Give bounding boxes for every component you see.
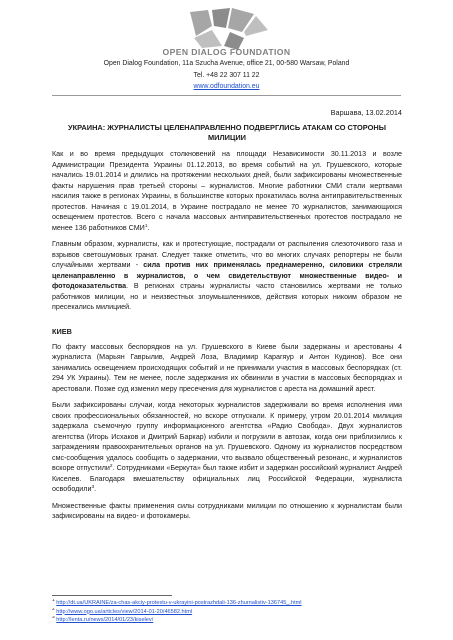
paragraph-4-text: Были зафиксированы случаи, когда некоторых журналистов задерживали во время исполнения ими своих профессиональных обязанностей, но вскоре отпускали. К примеру, утром 20.01.2014 милиция задержала съемочную группу информационного агентства «Радио Свобода». Двух журналистов агентства (Игорь Исхаков и Дмитрий Баркар) избили и погрузили в автозак, когда они приблизились к заграждениям правоохранительных органов на ул. Грушевского. Одному из журналистов посредством смс-сообщения удалось сообщить о задержании, что вызвало общественный резонанс, и журналистов вскоре отпустили xyxy=(52,401,402,472)
footnote-link[interactable]: http://lenta.ru/news/2014/01/23/kiselev/ xyxy=(56,617,154,624)
title-line-2: МИЛИЦИИ xyxy=(208,133,246,142)
paragraph-2 xyxy=(52,239,402,313)
footnote-link[interactable]: http://www.ogo.ua/articles/view/2014-01-20/46582.html xyxy=(56,608,193,615)
title-line-1: УКРАИНА: ЖУРНАЛИСТЫ ЦЕЛЕНАПРАВЛЕННО ПОДВЕРГЛИСЬ АТАКАМ СО СТОРОНЫ xyxy=(68,123,386,132)
document-title xyxy=(52,123,402,143)
paragraph-3: По факту массовых беспорядков на ул. Грушевского в Киеве были задержаны и арестованы 4 журналиста (Марьян Гаврылив, Андрей Лоза, Владимир Карагяур и Антон Кудинов). Все они занимались освещением происходящих событий и не принимали участия в массовых беспорядках (ст. 294 УК Украины). Тем не менее, после задержания их обвинили в участии в массовых беспорядках и арестовали. Позже суд изменил меру пресечения для журналистов с ареста на домашний арест. xyxy=(52,342,402,393)
website-link[interactable]: www.odfoundation.eu xyxy=(193,83,260,90)
org-address: Open Dialog Foundation, 11a Szucha Avenue, office 21, 00-580 Warsaw, Poland xyxy=(103,60,350,67)
footnote-number: 3 xyxy=(52,616,55,621)
footnote-number: 1 xyxy=(52,599,55,603)
paragraph-4-end: . xyxy=(94,485,97,493)
footnote-ref-3[interactable]: 3 xyxy=(91,485,95,490)
paragraph-2-bold: сила против них применялась преднамеренно, силовики стреляли целенаправленно в журналистов, о чем свидетельствуют множественные видео- и фотодоказательства xyxy=(52,261,402,290)
footnote-1 xyxy=(52,599,402,608)
open-dialog-logo xyxy=(172,6,282,52)
header-divider xyxy=(52,95,401,96)
footnotes xyxy=(52,599,402,625)
footnote-ref-1[interactable]: 1 xyxy=(144,223,148,229)
footnote-3 xyxy=(52,616,402,625)
paragraph-4 xyxy=(52,400,402,495)
document-body xyxy=(52,108,402,528)
paragraph-2-text-end: . В регионах страны журналисты часто становились жертвами не только работников милиции, но и неизвестных злоумышленников, действия которых никоим образом не пресекались милицией. xyxy=(52,282,402,311)
paragraph-1-end: . xyxy=(147,223,150,232)
paragraph-1-text: Как и во время предыдущих столкновений на площади Независимости 30.11.2013 и возле Администрации Президента Украины 01.12.2013, во время событий на ул. Грушевского, которые начались 19.01.2014 и длились на протяжении нескольких дней, были зафиксированы множественные факты нарушения прав третьей стороны – журналистов. Многие работники СМИ стали жертвами насилия также в регионах Украины, в большинстве которых прокатилась волна антиправительственных протестов. Начиная с 19.01.2014, в Украине пострадало не менее 70 журналистов, занимающихся освещением протестов. Всего с начала массовых антиправительственных протестов пострадало не менее 136 работников СМИ xyxy=(52,150,402,232)
paragraph-1 xyxy=(52,149,402,233)
paragraph-5: Множественные факты применения силы сотрудниками милиции по отношению к журналистам были зафиксированы на видео- и фотокамеры. xyxy=(52,501,402,520)
section-heading-kiev: КИЕВ xyxy=(52,326,72,336)
paragraph-2-text: Главным образом, журналисты, как и протестующие, пострадали от распыления слезоточивого газа и взрывов светошумовых гранат. Следует также отметить, что во многих случаях репортеры не были случайными жертвами - xyxy=(52,240,402,269)
org-name: OPEN DIALOG FOUNDATION xyxy=(162,47,291,57)
footnote-2 xyxy=(52,608,402,617)
document-date: Варшава, 13.02.2014 xyxy=(330,108,402,117)
footnote-link[interactable]: http://dt.ua/UKRAINE/za-chas-akciy-protestu-v-ukrayini-postrazhdali-136-zhurnalistiv-136745_.html xyxy=(56,600,302,606)
footnote-number: 2 xyxy=(52,607,55,612)
paragraph-4-text-2: . Сотрудниками «Беркута» был также избит и задержан российский журналист Андрей Киселев. Благодаря вмешательству официальных лиц Российской Федерации, журналиста освободили xyxy=(52,464,402,493)
org-phone: Tel. +48 22 307 11 22 xyxy=(193,72,260,79)
footnote-ref-2[interactable]: 2 xyxy=(109,464,113,469)
footnote-divider xyxy=(52,595,172,596)
